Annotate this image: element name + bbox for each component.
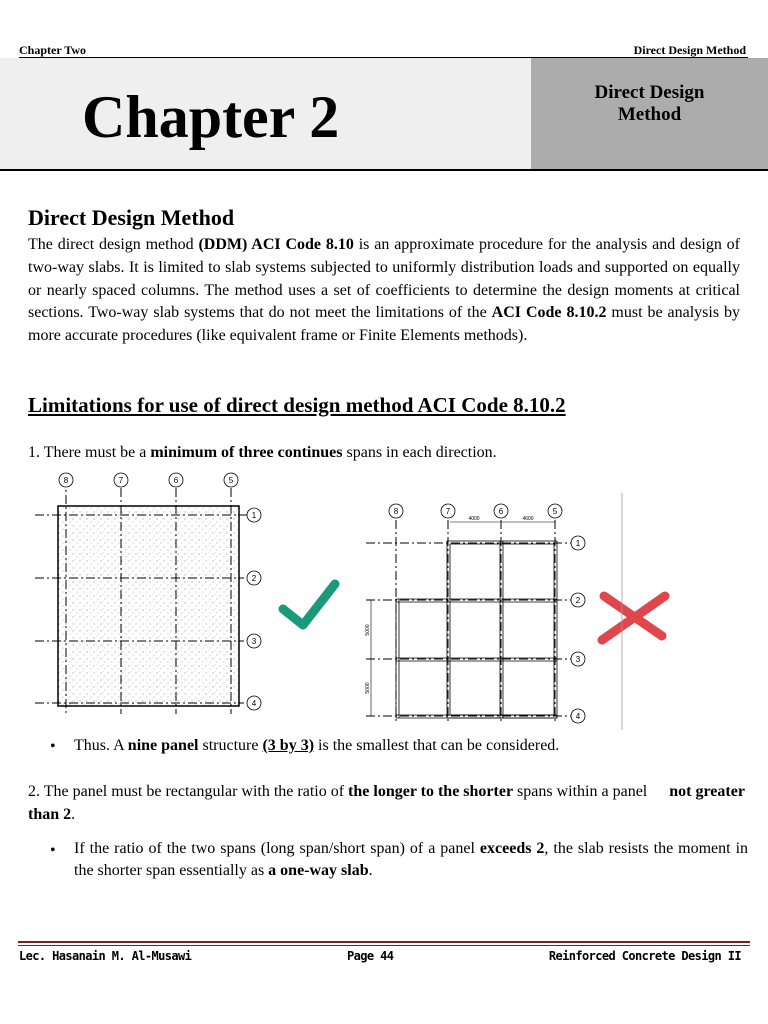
grid-label: 5 <box>228 476 234 485</box>
chapter-subtitle-line1: Direct Design <box>594 82 705 103</box>
grid-label: 7 <box>118 476 124 485</box>
bullet-nine-panel <box>74 735 748 757</box>
grid-label: 4 <box>251 699 257 708</box>
para-bold: (DDM) ACI Code 8.10 <box>198 236 354 253</box>
item-text: If the ratio of the two spans (long span/short span) of a panel <box>74 840 480 857</box>
footer-course: Reinforced Concrete Design II <box>548 949 741 963</box>
grid-label: 8 <box>63 476 69 485</box>
item-bold: minimum of three continues <box>150 444 343 461</box>
grid-label: 6 <box>173 476 179 485</box>
grid-label: 3 <box>251 637 257 646</box>
chapter-title: Chapter 2 <box>82 84 340 150</box>
grid-label: 1 <box>575 539 581 548</box>
grid-label: 6 <box>498 507 504 516</box>
span-figures <box>30 468 750 730</box>
dimension-label: 4600 <box>522 516 534 522</box>
para-text: The direct design method <box>28 236 199 253</box>
footer-rule <box>18 941 750 943</box>
limitation-1 <box>28 444 497 462</box>
dimension-label: 5000 <box>365 682 371 694</box>
bullet-dot: • <box>50 738 56 755</box>
grid-label: 8 <box>393 507 399 516</box>
bullet-span-ratio <box>74 838 748 882</box>
item-bold: exceeds 2 <box>479 840 545 857</box>
grid-label: 3 <box>575 655 581 664</box>
footer-page-number: Page 44 <box>347 949 394 963</box>
item-bold: the longer to the shorter <box>348 783 514 800</box>
para-bold: ACI Code 8.10.2 <box>491 304 607 322</box>
header-chapter: Chapter Two <box>19 43 87 57</box>
item-text: spans in each direction. <box>342 444 497 461</box>
item-bold: not greater than 2 <box>28 783 745 823</box>
para-text: is an approximate procedure for the analysis and design of two-way slabs. It is limited to slab systems subjected to uniformly distribution loads and supported on equally or nearly spaced columns. The method uses a set of coefficients to determine the design moments at critical sections. Two-way slab systems that do not meet the limitations of the <box>28 236 741 322</box>
item-text: structure <box>198 737 263 754</box>
item-text: is the smallest that can be considered. <box>314 737 560 754</box>
section-heading-limitations: Limitations for use of direct design method ACI Code 8.10.2 <box>28 393 566 417</box>
grid-label: 4 <box>575 712 581 721</box>
chapter-subtitle-line2: Method <box>617 104 682 125</box>
cross-icon <box>602 596 665 640</box>
banner-rule <box>0 169 768 171</box>
item-bold: nine panel <box>127 737 199 754</box>
item-bold: (3 by 3) <box>262 737 315 754</box>
check-icon <box>283 584 335 625</box>
item-text: . <box>71 806 76 823</box>
grid-label: 5 <box>552 507 558 516</box>
item-bold: a one-way slab <box>268 862 369 879</box>
item-text: Thus. A <box>74 737 128 754</box>
dimension-label: 4000 <box>468 516 480 522</box>
figure-valid-grid <box>35 473 261 714</box>
footer-rule-thin <box>18 945 750 946</box>
limitation-2 <box>28 780 748 826</box>
item-text: 2. The panel must be rectangular with the ratio of <box>28 783 349 800</box>
figure-invalid-grid <box>365 504 585 724</box>
item-text: , the slab resists the moment in the shorter span essentially as <box>74 840 749 879</box>
para-text: must be analysis by more accurate procedures (like equivalent frame or Finite Elements methods). <box>28 304 741 345</box>
section-heading-ddm: Direct Design Method <box>28 205 235 230</box>
bullet-dot: • <box>50 842 56 859</box>
item-text: 1. There must be a <box>28 444 151 461</box>
dimension-label: 5000 <box>365 624 371 636</box>
item-text: . <box>368 862 373 879</box>
header-topic: Direct Design Method <box>633 43 746 57</box>
grid-label: 1 <box>251 511 257 520</box>
footer-lecturer: Lec. Hasanain M. Al-Musawi <box>19 949 192 963</box>
item-text: spans within a panel <box>513 783 652 800</box>
grid-label: 2 <box>575 596 581 605</box>
intro-paragraph <box>28 234 740 348</box>
grid-label: 2 <box>251 574 257 583</box>
grid-label: 7 <box>445 507 451 516</box>
chapter-subtitle <box>531 82 768 126</box>
